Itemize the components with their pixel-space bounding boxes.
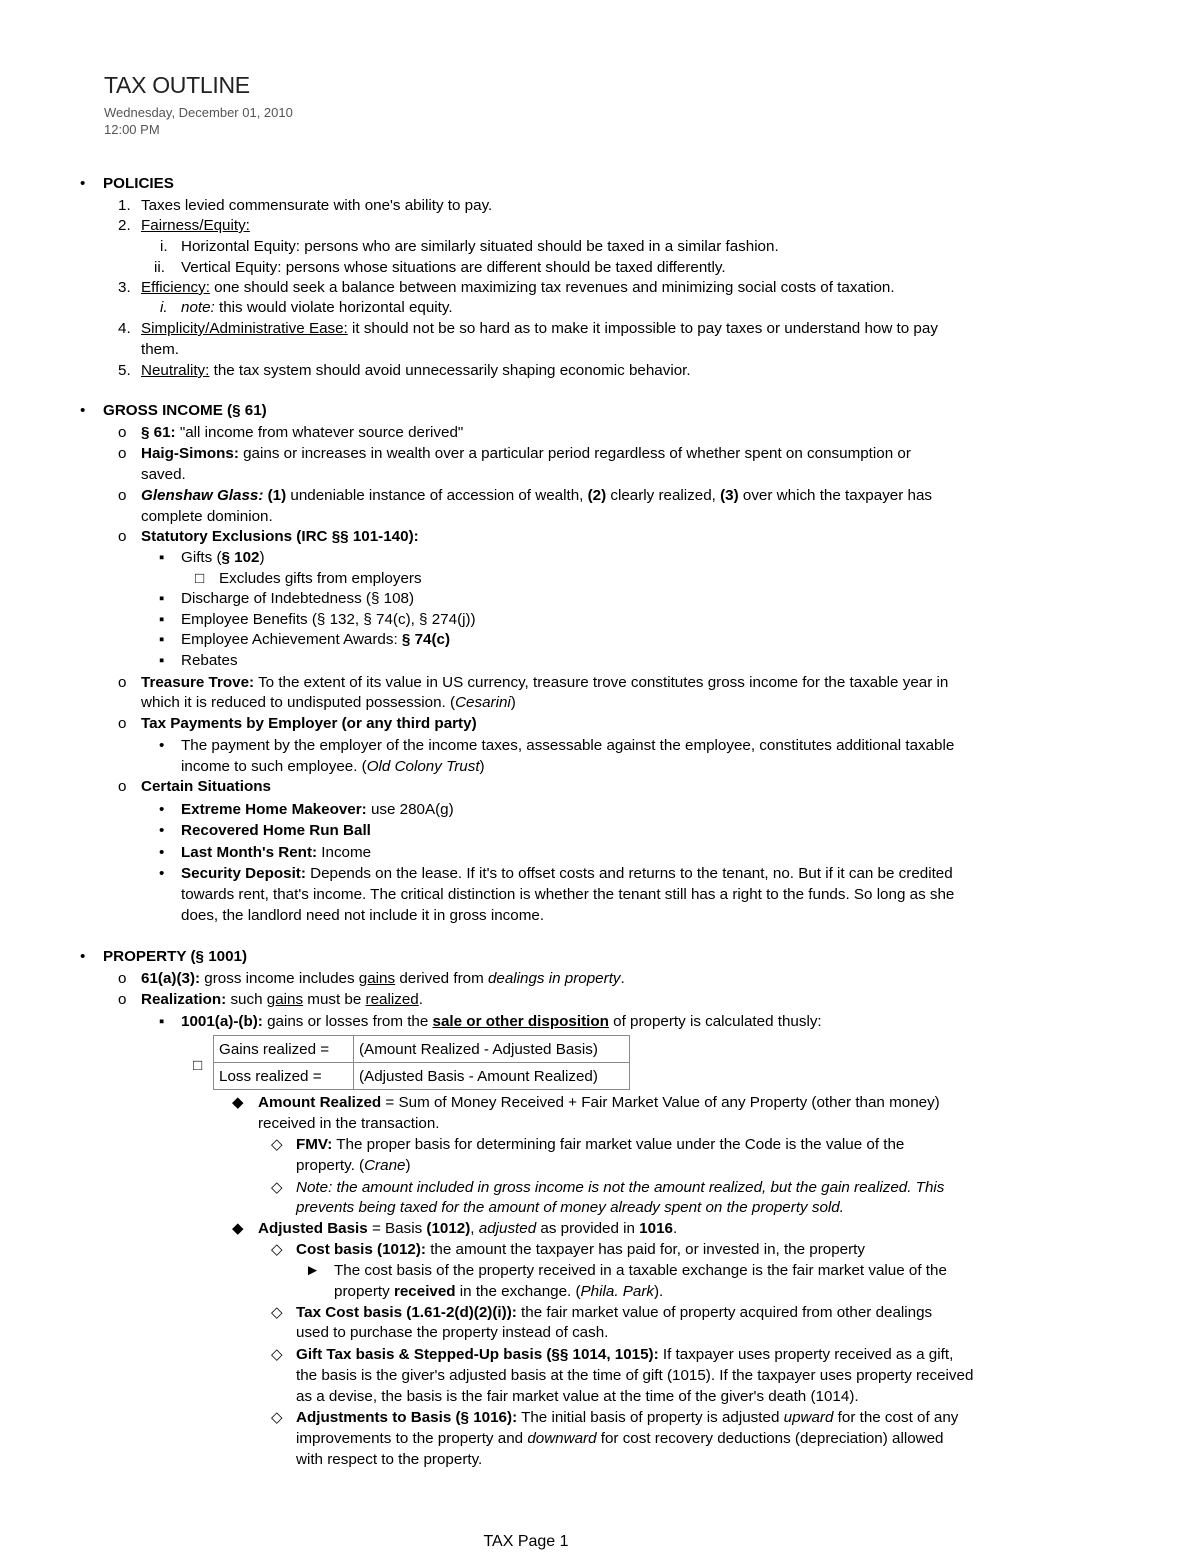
circle-bullet-icon: o <box>118 715 127 732</box>
table-cell: Gains realized = <box>214 1036 354 1063</box>
circle-bullet-icon: o <box>118 445 127 462</box>
circle-bullet-icon: o <box>118 991 127 1008</box>
bullet-icon: • <box>159 737 165 754</box>
diamond-bullet-icon: ◆ <box>232 1220 244 1237</box>
bullet-icon: • <box>80 948 86 965</box>
hollow-diamond-icon: ◇ <box>271 1241 283 1258</box>
bullet-icon: • <box>159 844 165 861</box>
bullet-icon: • <box>80 402 86 419</box>
circle-bullet-icon: o <box>118 970 127 987</box>
bullet-icon: • <box>159 865 165 882</box>
hollow-diamond-icon: ◇ <box>271 1179 283 1196</box>
calculation-table <box>213 1035 630 1090</box>
box-bullet-icon: □ <box>195 570 205 587</box>
table-row <box>214 1036 630 1063</box>
diamond-bullet-icon: ◆ <box>232 1094 244 1111</box>
hollow-diamond-icon: ◇ <box>271 1304 283 1321</box>
circle-bullet-icon: o <box>118 487 127 504</box>
table-cell: Loss realized = <box>214 1063 354 1090</box>
square-bullet-icon: ▪ <box>159 549 165 566</box>
bullet-icon: • <box>80 175 86 192</box>
square-bullet-icon: ▪ <box>159 652 165 669</box>
circle-bullet-icon: o <box>118 424 127 441</box>
square-bullet-icon: ▪ <box>159 611 165 628</box>
section-heading: POLICIES <box>103 175 174 192</box>
square-bullet-icon: ▪ <box>159 590 165 607</box>
table-cell: (Amount Realized - Adjusted Basis) <box>354 1036 630 1063</box>
page-title: TAX OUTLINE <box>104 72 250 98</box>
section-heading: GROSS INCOME (§ 61) <box>103 402 267 419</box>
document-page: TAX OUTLINE Wednesday, December 01, 2010 12:00 PM • POLICIES 1. Taxes levied commensurate with one's ability to pay. 2. Fairness/Equity: i. Horizontal Equity: persons who are similarly situated should be taxed in a similar fashion. ii. Vertical Equity: persons whose situations are different should be taxed differently. 3. Efficiency: one should seek a balance between maximizing tax revenues and minimizing social costs of taxation. i. note: this would violate horizontal equity. 4. Simplicity/Administrative Ease: it should not be so hard as to make it impossible to pay taxes or understand how to pay them. 5. Neutrality: the tax system should avoid unnecessarily shaping economic behavior. • GROSS INCOME (§ 61) o § 61: "all income from whatever source derived" o Haig-Simons: gains or increases in wealth over a particular period regardless of whether spent on consumption or saved. o Glenshaw Glass: (1) undeniable instance of accession of wealth, (2) clearly realized, (3) over which the taxpayer has complete dominion. o Statutory Exclusions (IRC §§ 101-140): ▪ Gifts (§ 102) □ Excludes gifts from employers ▪ Discharge of Indebtedness (§ 108) ▪ Employee Benefits (§ 132, § 74(c), § 274(j)) ▪ Employee Achievement Awards: § 74(c) ▪ Rebates o Treasure Trove: To the extent of its value in US currency, treasure trove constitutes gross income for the taxable year in which it is reduced to undisputed possession. (Cesarini) o Tax Payments by Employer (or any third party) • The payment by the employer of the income taxes, assessable against the employee, constitutes additional taxable income to such employee. (Old Colony Trust) o Certain Situations • Extreme Home Makeover: use 280A(g) • Recovered Home Run Ball • Last Month's Rent: Income • Security Deposit: Depends on the lease. If it's to offset costs and returns to the tenant, no. But if it can be credited towards rent, that's income. The critical distinction is whether the tenant still has a right to the funds. So long as she does, the landlord need not include it in gross income. • PROPERTY (§ 1001) o 61(a)(3): gross income includes gains derived from dealings in property. o Realization: such gains must be realized. ▪ 1001(a)-(b): gains or losses from the sale or other disposition of property is calculated thusly: □ Gains realized = (Amount Realized - Adjusted Basis) Loss realized = (Adjusted Basis - Amount Realized) ◆ Amount Realized = Sum of Money Received + Fair Market Value of any Property (other than money) received in the transaction. ◇ FMV: The proper basis for determining fair market value under the Code is the value of the property. (Crane) ◇ Note: the amount included in gross income is not the amount realized, but the gain realized. This prevents being taxed for the amount of money already spent on the property sold. ◆ Adjusted Basis = Basis (1012), adjusted as provided in 1016. ◇ Cost basis (1012): the amount the taxpayer has paid for, or invested in, the property ► The cost basis of the property received in a taxable exchange is the fair market value of the property received in the exchange. (Phila. Park). ◇ Tax Cost basis (1.61-2(d)(2)(i)): the fair market value of property acquired from other dealings used to purchase the property instead of cash. ◇ Gift Tax basis & Stepped-Up basis (§§ 1014, 1015): If taxpayer uses property received as a gift, the basis is the giver's adjusted basis at the time of gift (1015). If the taxpayer uses property received as a devise, the basis is the fair market value at the time of the giver's death (1014). ◇ Adjustments to Basis (§ 1016): The initial basis of property is adjusted upward for the cost of any improvements to the property and downward for cost recovery deductions (depreciation) allowed with respect to the property. TAX Page 1 <box>0 0 1200 1553</box>
box-bullet-icon: □ <box>193 1057 203 1074</box>
square-bullet-icon: ▪ <box>159 631 165 648</box>
bullet-icon: • <box>159 822 165 839</box>
circle-bullet-icon: o <box>118 674 127 691</box>
bullet-icon: • <box>159 801 165 818</box>
table-row <box>214 1063 630 1090</box>
table-cell: (Adjusted Basis - Amount Realized) <box>354 1063 630 1090</box>
hollow-diamond-icon: ◇ <box>271 1136 283 1153</box>
circle-bullet-icon: o <box>118 778 127 795</box>
arrow-bullet-icon: ► <box>305 1262 321 1279</box>
circle-bullet-icon: o <box>118 528 127 545</box>
page-footer: TAX Page 1 <box>483 1533 569 1550</box>
hollow-diamond-icon: ◇ <box>271 1409 283 1426</box>
page-time: 12:00 PM <box>104 122 160 137</box>
square-bullet-icon: ▪ <box>159 1013 165 1030</box>
page-date: Wednesday, December 01, 2010 <box>104 105 293 120</box>
section-heading: PROPERTY (§ 1001) <box>103 948 248 965</box>
hollow-diamond-icon: ◇ <box>271 1346 283 1363</box>
